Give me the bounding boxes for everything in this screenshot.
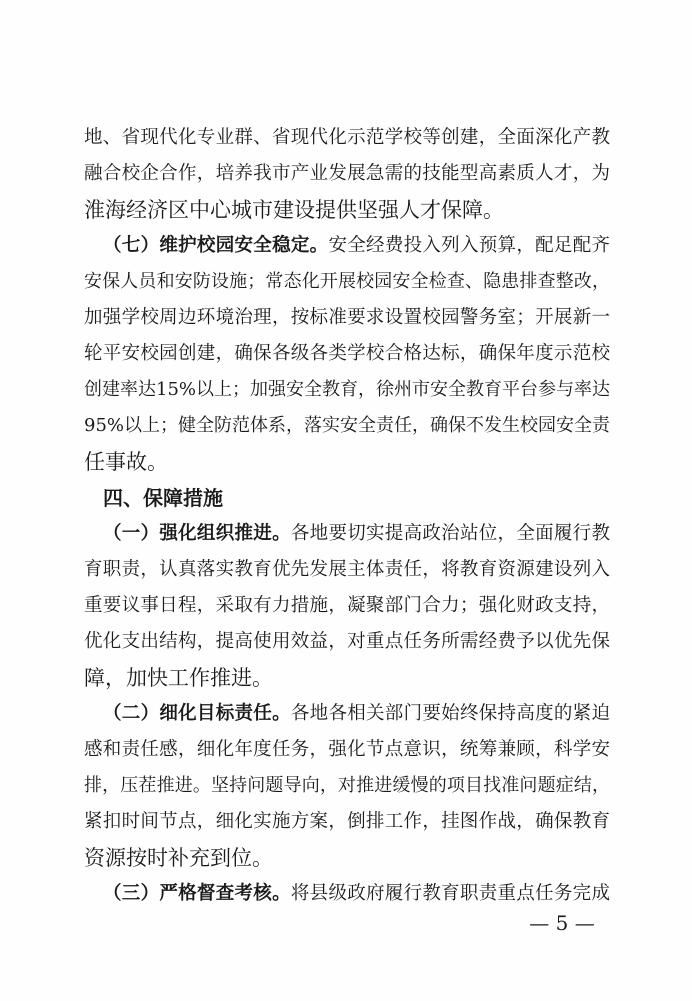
paragraph-line: 融合校企合作，培养我市产业发展急需的技能型高素质人才，为 <box>84 163 610 184</box>
paragraph-line: 轮平安校园创建，确保各级各类学校合格达标，确保年度示范校 <box>84 343 610 364</box>
subheading-lead: （七）维护校园安全稳定。 <box>103 235 329 256</box>
paragraph-line: 重要议事日程，采取有力措施，凝聚部门合力；强化财政支持， <box>84 595 610 616</box>
paragraph-line: 排，压茬推进。坚持问题导向，对推进缓慢的项目找准问题症结， <box>84 775 610 796</box>
paragraph-line: 淮海经济区中心城市建设提供坚强人才保障。 <box>84 198 504 222</box>
paragraph-line: 任事故。 <box>84 450 168 474</box>
section-heading: 四、保障措施 <box>103 486 223 510</box>
subheading-lead: （一）强化组织推进。 <box>103 523 291 544</box>
paragraph-line: 地、省现代化专业群、省现代化示范学校等创建，全面深化产教 <box>84 127 610 148</box>
paragraph-line-subheading: （七）维护校园安全稳定。安全经费投入列入预算，配足配齐 <box>103 235 610 256</box>
paragraph-line: 障，加快工作推进。 <box>84 666 273 690</box>
subheading-lead: （二）细化目标责任。 <box>103 703 291 724</box>
paragraph-line: 安保人员和安防设施；常态化开展校园安全检查、隐患排查整改， <box>84 271 610 292</box>
paragraph-line: 创建率达15%以上；加强安全教育，徐州市安全教育平台参与率达 <box>84 379 610 400</box>
subheading-lead: （三）严格督查考核。 <box>103 883 291 904</box>
paragraph-line-subheading: （一）强化组织推进。各地要切实提高政治站位，全面履行教 <box>103 523 610 544</box>
paragraph-line: 育职责，认真落实教育优先发展主体责任，将教育资源建设列入 <box>84 559 610 580</box>
paragraph-line: 优化支出结构，提高使用效益，对重点任务所需经费予以优先保 <box>84 631 610 652</box>
paragraph-line: 感和责任感，细化年度任务，强化节点意识，统筹兼顾，科学安 <box>84 739 610 760</box>
paragraph-line: 95%以上；健全防范体系，落实安全责任，确保不发生校园安全责 <box>84 415 610 436</box>
paragraph-line: 紧扣时间节点，细化实施方案，倒排工作，挂图作战，确保教育 <box>84 811 610 832</box>
paragraph-line-subheading: （三）严格督查考核。将县级政府履行教育职责重点任务完成 <box>103 883 610 904</box>
page-number: — 5 — <box>529 911 595 935</box>
paragraph-line-subheading: （二）细化目标责任。各地各相关部门要始终保持高度的紧迫 <box>103 703 610 724</box>
paragraph-line: 加强学校周边环境治理，按标准要求设置校园警务室；开展新一 <box>84 307 610 328</box>
paragraph-line: 资源按时补充到位。 <box>84 846 273 870</box>
